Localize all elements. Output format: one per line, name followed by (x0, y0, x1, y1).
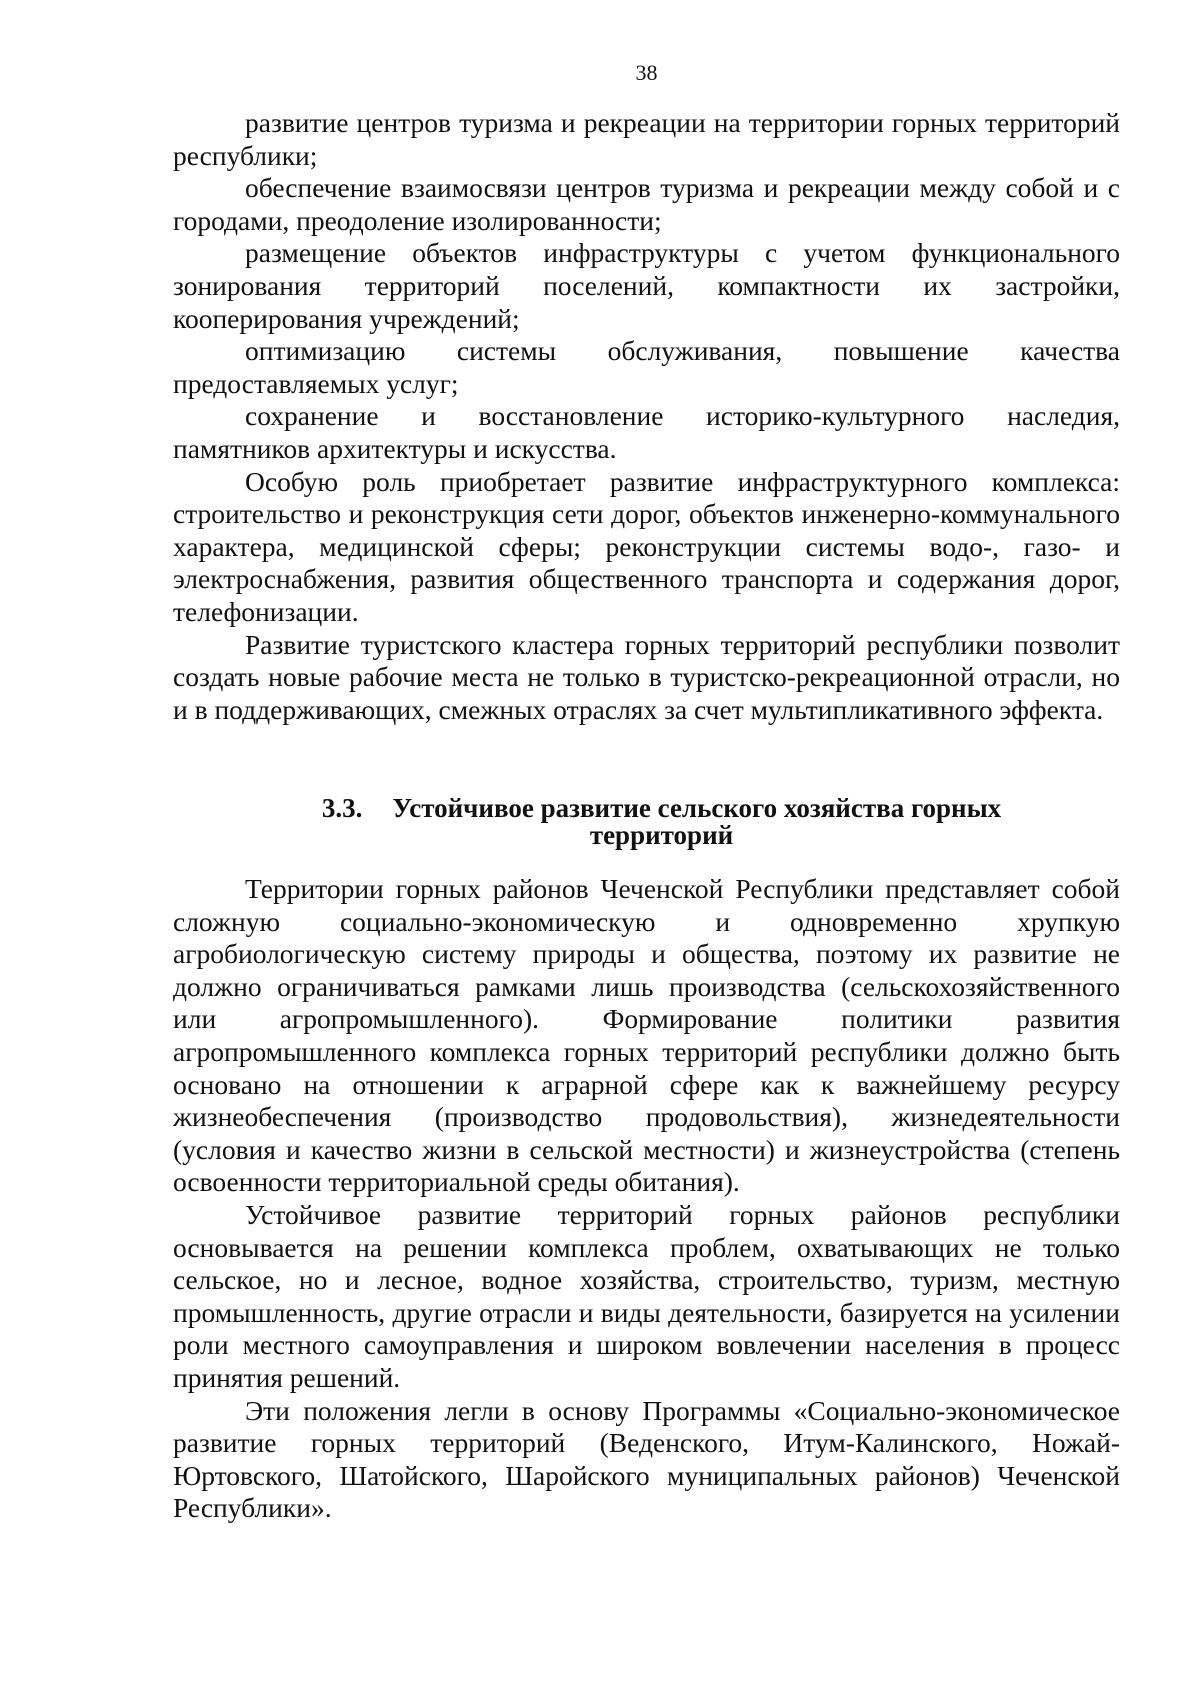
section-title-part-1: Устойчивое развитие сельского хозяйства горных (392, 793, 1002, 823)
paragraph: Особую роль приобретает развитие инфраструктурного комплекса: строительство и реконструкция сети дорог, объектов инженерно-коммунального характера, медицинской сферы; реконструкции системы водо-, газо- и электроснабжения, развития общественного транспорта и содержания дорог, телефонизации. (173, 465, 1120, 627)
paragraph: размещение объектов инфраструктуры с учетом функционального зонирования территорий поселений, компактности их застройки, кооперирования учреждений; (173, 237, 1120, 334)
paragraph: обеспечение взаимосвязи центров туризма и рекреации между собой и с городами, преодоление изолированности; (173, 172, 1120, 236)
section-heading-line-1 (173, 795, 1120, 822)
section-title-part-2: территорий (589, 820, 734, 850)
section-number: 3.3. (321, 793, 363, 823)
paragraph: сохранение и восстановление историко-культурного наследия, памятников архитектуры и искусства. (173, 400, 1120, 464)
paragraph: Эти положения легли в основу Программы «Социально-экономическое развитие горных территорий (Веденского, Итум-Калинского, Ножай-Юртовского, Шатойского, Шаройского муниципальных районов) Чеченской Республики». (173, 1394, 1120, 1524)
section-2-body (173, 873, 1120, 1525)
document-page (173, 0, 1120, 1697)
paragraph: оптимизацию системы обслуживания, повышение качества предоставляемых услуг; (173, 335, 1120, 399)
page-number: 38 (635, 60, 658, 85)
section-heading (173, 795, 1120, 849)
section-1-body (173, 107, 1120, 726)
paragraph: Устойчивое развитие территорий горных районов республики основывается на решении комплекса проблем, охватывающих не только сельское, но и лесное, водное хозяйства, строительство, туризм, местную промышленность, другие отрасли и виды деятельности, базируется на усилении роли местного самоуправления и широком вовлечении населения в процесс принятия решений. (173, 1198, 1120, 1393)
paragraph: Территории горных районов Чеченской Республики представляет собой сложную социально-экономическую и одновременно хрупкую агробиологическую систему природы и общества, поэтому их развитие не должно ограничиваться рамками лишь производства (сельскохозяйственного или агропромышленного). Формирование политики развития агропромышленного комплекса горных территорий республики должно быть основано на отношении к аграрной сфере как к важнейшему ресурсу жизнеобеспечения (производство продовольствия), жизнедеятельности (условия и качество жизни в сельской местности) и жизнеустройства (степень освоенности территориальной среды обитания). (173, 873, 1120, 1198)
paragraph: Развитие туристского кластера горных территорий республики позволит создать новые рабочие места не только в туристско-рекреационной отрасли, но и в поддерживающих, смежных отраслях за счет мультипликативного эффекта. (173, 628, 1120, 725)
paragraph: развитие центров туризма и рекреации на территории горных территорий республики; (173, 107, 1120, 171)
